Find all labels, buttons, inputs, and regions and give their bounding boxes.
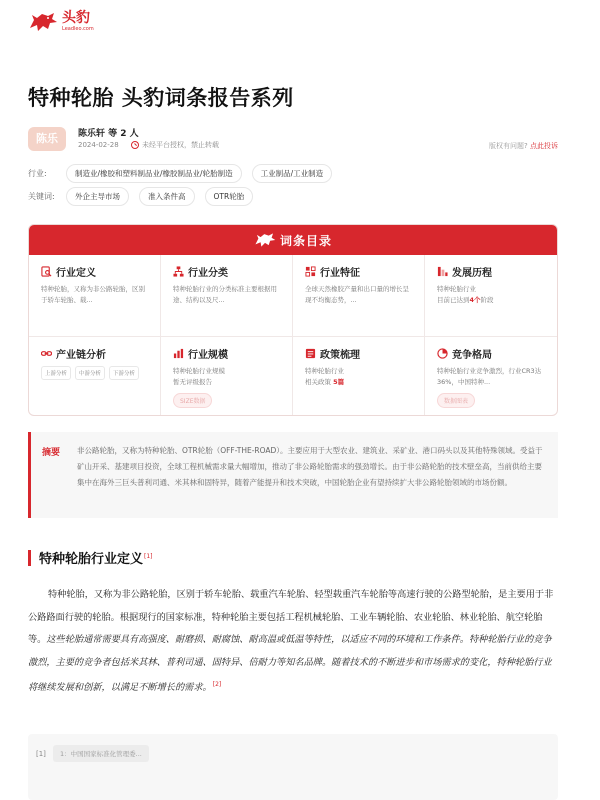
toc-item-title: 政策梳理 <box>320 350 360 361</box>
toc-item-title: 行业分类 <box>188 268 228 279</box>
leopard-logo-icon <box>28 10 58 34</box>
ban-icon <box>131 141 139 149</box>
policy-icon <box>305 348 316 359</box>
toc-item-policy[interactable] <box>293 337 425 416</box>
upstream-chip[interactable]: 上游分析 <box>41 366 71 380</box>
toc-heading: 词条目录 <box>279 233 332 248</box>
paragraph-normal-text: 特种轮胎，又称为非公路轮胎，区别于轿车轮胎、载重汽车轮胎、轻型载重汽车轮胎等高速行驶的公路型轮胎，是主要用于非公路路面行驶的轮胎。根据现行的国家标准，特种轮胎主要包括工程机械轮胎、工业车辆轮胎、农业轮胎、林业轮胎、航空轮胎等。 <box>28 589 554 645</box>
toc-item-title: 发展历程 <box>452 268 492 279</box>
grid-icon <box>305 266 316 277</box>
citation-link[interactable]: [1] <box>144 552 153 560</box>
toc-item-competition[interactable] <box>425 337 557 416</box>
toc-item-desc: 特种轮胎行业的分类标准主要根据用途、结构以及尺... <box>173 285 277 304</box>
definition-paragraph <box>28 584 558 700</box>
brand-domain: Leadleo.com <box>62 26 94 32</box>
reference-chip[interactable]: 1：中国国家标准化管理委... <box>53 745 149 762</box>
paragraph-italic-text: 这些轮胎通常需要具有高强度、耐磨损、耐腐蚀、耐高温或低温等特性，以适应不同的环境和工作条件。特种轮胎行业的竞争激烈，主要的竞争者包括米其林、普利司通、固特异、倍耐力等知名品牌。随着技术的不断进步和市场需求的变化，特种轮胎行业将继续发展和创新，以满足不断增长的需求。 <box>28 634 552 694</box>
toc-item-desc: 特种轮胎行业 目前已达到4个阶段 <box>437 285 494 304</box>
pie-icon <box>437 348 448 359</box>
keyword-tags <box>28 187 263 206</box>
toc-item-classification[interactable] <box>161 255 293 337</box>
industry-tag[interactable]: 工业制品/工业制造 <box>252 164 333 183</box>
section-title: 特种轮胎行业定义[1] <box>39 552 153 567</box>
chain-icon <box>41 348 52 359</box>
abstract-text: 非公路轮胎，又称为特种轮胎、OTR轮胎（OFF-THE-ROAD）。主要应用于大型农业、建筑业、采矿业、港口码头以及其他特殊领域。受益于矿山开采、基建项目投资，全球工程机械需求量大幅增加，推动了非公路轮胎需求的强劲增长。由于非公路轮胎的技术壁垒高，当前供给主要集中在海外三巨头普利司通、米其林和固特异，随着产能提升和技术突破，中国轮胎企业有望持续扩大非公路轮胎领域的市场份额。 <box>77 446 543 487</box>
downstream-chip[interactable]: 下游分析 <box>109 366 139 380</box>
leopard-icon <box>254 231 276 249</box>
section-accent-bar <box>28 550 31 566</box>
table-of-contents <box>28 224 558 416</box>
publish-date: 2024-02-28 <box>78 141 119 149</box>
toc-item-desc: 特种轮胎，又称为非公路轮胎，区别于轿车轮胎、载... <box>41 285 145 304</box>
brand-name: 头豹 <box>62 10 90 26</box>
copyright-report <box>489 141 558 151</box>
toc-header <box>29 225 557 255</box>
section-heading <box>28 548 153 567</box>
industry-label: 行业: <box>28 169 47 178</box>
toc-item-desc: 特种轮胎行业竞争激烈，行业CR3达36%，中国特种... <box>437 367 542 386</box>
toc-item-desc: 全球天然橡胶产量和出口量的增长呈现不均衡态势，... <box>305 285 409 304</box>
abstract-box <box>28 432 558 518</box>
keyword-tag[interactable]: 准入条件高 <box>139 187 195 206</box>
toc-item-history[interactable] <box>425 255 557 337</box>
size-data-badge[interactable]: SIZE数据 <box>173 393 212 408</box>
toc-item-features[interactable] <box>293 255 425 337</box>
bar-chart-icon <box>173 348 184 359</box>
copyright-question: 版权有问题? <box>489 142 528 150</box>
midstream-chip[interactable]: 中游分析 <box>75 366 105 380</box>
report-link[interactable]: 点此投诉 <box>530 142 558 150</box>
reference-number: [1] <box>36 750 46 758</box>
keywords-label: 关键词: <box>28 192 55 201</box>
toc-item-title: 行业定义 <box>56 268 96 279</box>
toc-item-title: 产业链分析 <box>56 350 106 361</box>
page-title: 特种轮胎 头豹词条报告系列 <box>28 86 294 110</box>
toc-item-desc: 特种轮胎行业 相关政策 5篇 <box>305 367 345 386</box>
toc-item-scale[interactable] <box>161 337 293 416</box>
industry-tags <box>28 164 342 183</box>
keyword-tag[interactable]: OTR轮胎 <box>205 187 254 206</box>
search-doc-icon <box>41 266 52 277</box>
toc-item-desc: 特种轮胎行业规模 暂无评级报告 <box>173 367 225 386</box>
references-box <box>28 734 558 800</box>
toc-item-title: 竞争格局 <box>452 350 492 361</box>
avatar[interactable]: 陈乐 <box>28 127 66 151</box>
keyword-tag[interactable]: 外企主导市场 <box>66 187 129 206</box>
toc-item-title: 行业规模 <box>188 350 228 361</box>
steps-icon <box>437 266 448 277</box>
hierarchy-icon <box>173 266 184 277</box>
brand-logo[interactable] <box>28 10 94 34</box>
abstract-label: 摘要 <box>42 448 61 458</box>
citation-link[interactable]: [2] <box>212 681 222 688</box>
repost-notice-text: 未经平台授权，禁止转载 <box>142 141 219 149</box>
repost-notice <box>131 140 219 150</box>
toc-item-title: 行业特征 <box>320 268 360 279</box>
industry-tag[interactable]: 制造业/橡胶和塑料制品业/橡胶制品业/轮胎制造 <box>66 164 242 183</box>
data-chart-badge[interactable]: 数据图表 <box>437 393 475 408</box>
author-name[interactable]: 陈乐轩 等 2 人 <box>78 129 139 139</box>
author-info <box>28 127 572 153</box>
toc-item-chain[interactable] <box>29 337 161 416</box>
toc-item-definition[interactable] <box>29 255 161 337</box>
